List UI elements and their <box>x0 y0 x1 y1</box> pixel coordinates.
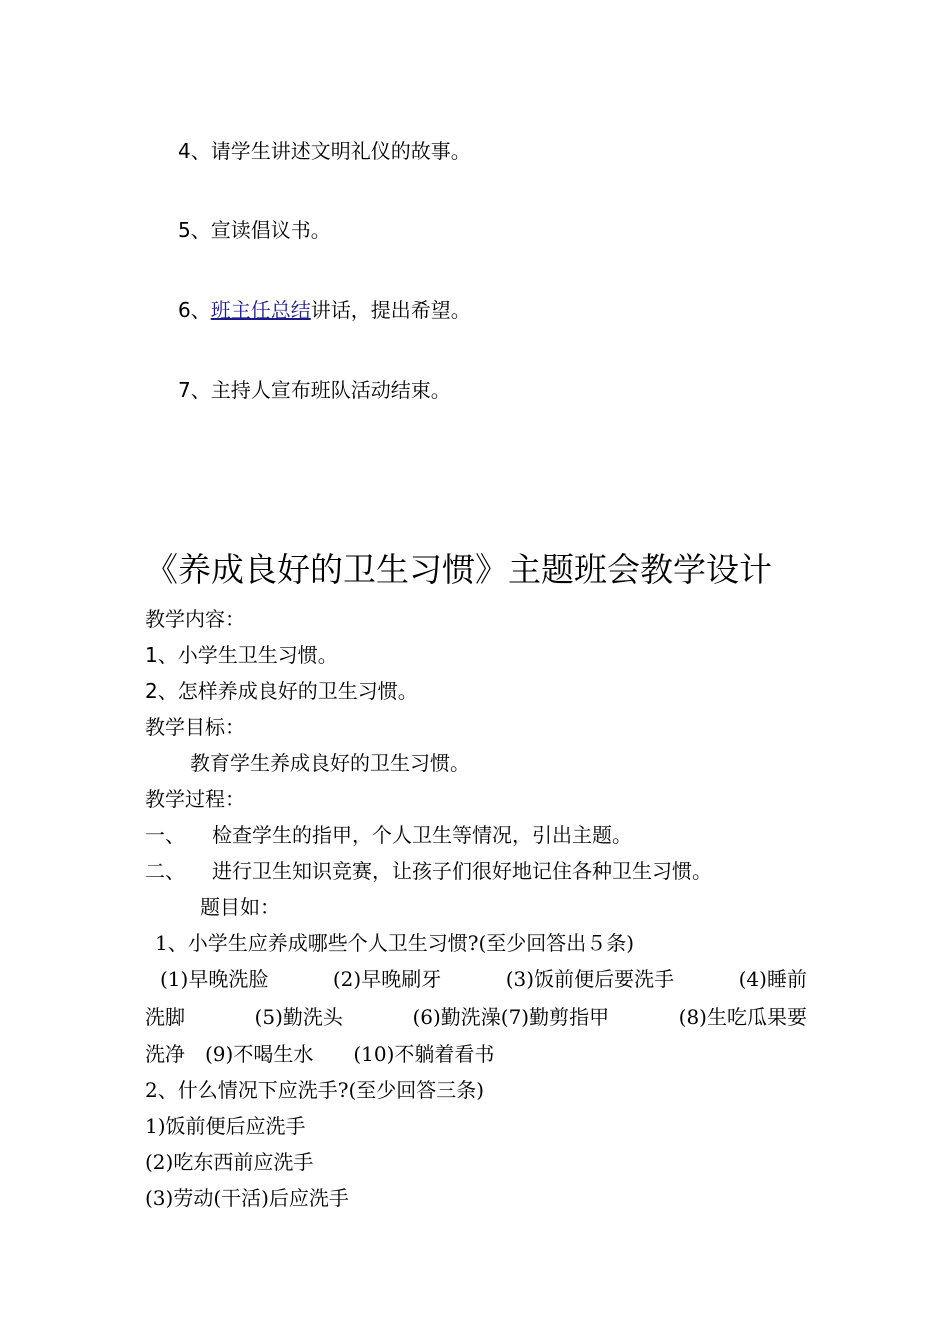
answer-segment: (5)勤洗头 <box>254 1005 343 1029</box>
question-1: 1、小学生应养成哪些个人卫生习惯?(至少回答出５条) <box>155 931 635 955</box>
question-2: 2、什么情况下应洗手?(至少回答三条) <box>145 1078 485 1102</box>
questions-intro: 题目如： <box>200 895 280 919</box>
step-6-suffix: 讲话，提出希望。 <box>310 298 471 322</box>
page-title: 《养成良好的卫生习惯》主题班会教学设计 <box>145 550 772 589</box>
question-1-answers-line-3: 洗净 (9)不喝生水 (10)不躺着看书 <box>145 1042 495 1066</box>
question-2-answer-1: 1)饭前便后应洗手 <box>145 1114 306 1138</box>
answer-segment: (6)勤洗澡(7)勤剪指甲 <box>412 1005 610 1029</box>
answer-segment: (1)早晚洗脸 <box>160 967 269 991</box>
question-2-answer-3: (3)劳动(干活)后应洗手 <box>145 1186 349 1210</box>
process-item-2-num: 二、 <box>145 859 185 883</box>
content-item-1: 1、小学生卫生习惯。 <box>145 643 338 667</box>
process-item-1-text: 检查学生的指甲，个人卫生等情况，引出主题。 <box>212 823 632 847</box>
answer-segment: 洗脚 <box>145 1005 185 1029</box>
goal-heading: 教学目标： <box>145 715 245 739</box>
step-7: 7、主持人宣布班队活动结束。 <box>178 378 451 402</box>
question-1-answers-line-2 <box>145 1003 807 1031</box>
content-item-2: 2、怎样养成良好的卫生习惯。 <box>145 679 418 703</box>
content-heading: 教学内容： <box>145 607 245 631</box>
answer-segment: (4)睡前 <box>738 967 807 991</box>
step-6-link[interactable]: 班主任总结 <box>210 298 311 322</box>
step-6-prefix: 6、 <box>178 298 211 322</box>
answer-segment: (2)早晚刷牙 <box>332 967 442 991</box>
step-6 <box>178 296 471 324</box>
answer-segment: (3)饭前便后要洗手 <box>505 967 675 991</box>
goal-text: 教育学生养成良好的卫生习惯。 <box>190 751 470 775</box>
process-item-2-text: 进行卫生知识竞赛，让孩子们很好地记住各种卫生习惯。 <box>212 859 712 883</box>
process-heading: 教学过程： <box>145 787 245 811</box>
step-5: 5、宣读倡议书。 <box>178 218 331 242</box>
process-item-1-num: 一、 <box>145 823 185 847</box>
step-4: 4、请学生讲述文明礼仪的故事。 <box>178 139 471 163</box>
answer-segment: (8)生吃瓜果要 <box>678 1005 807 1029</box>
question-2-answer-2: (2)吃东西前应洗手 <box>145 1150 314 1174</box>
question-1-answers-line-1 <box>160 965 807 993</box>
